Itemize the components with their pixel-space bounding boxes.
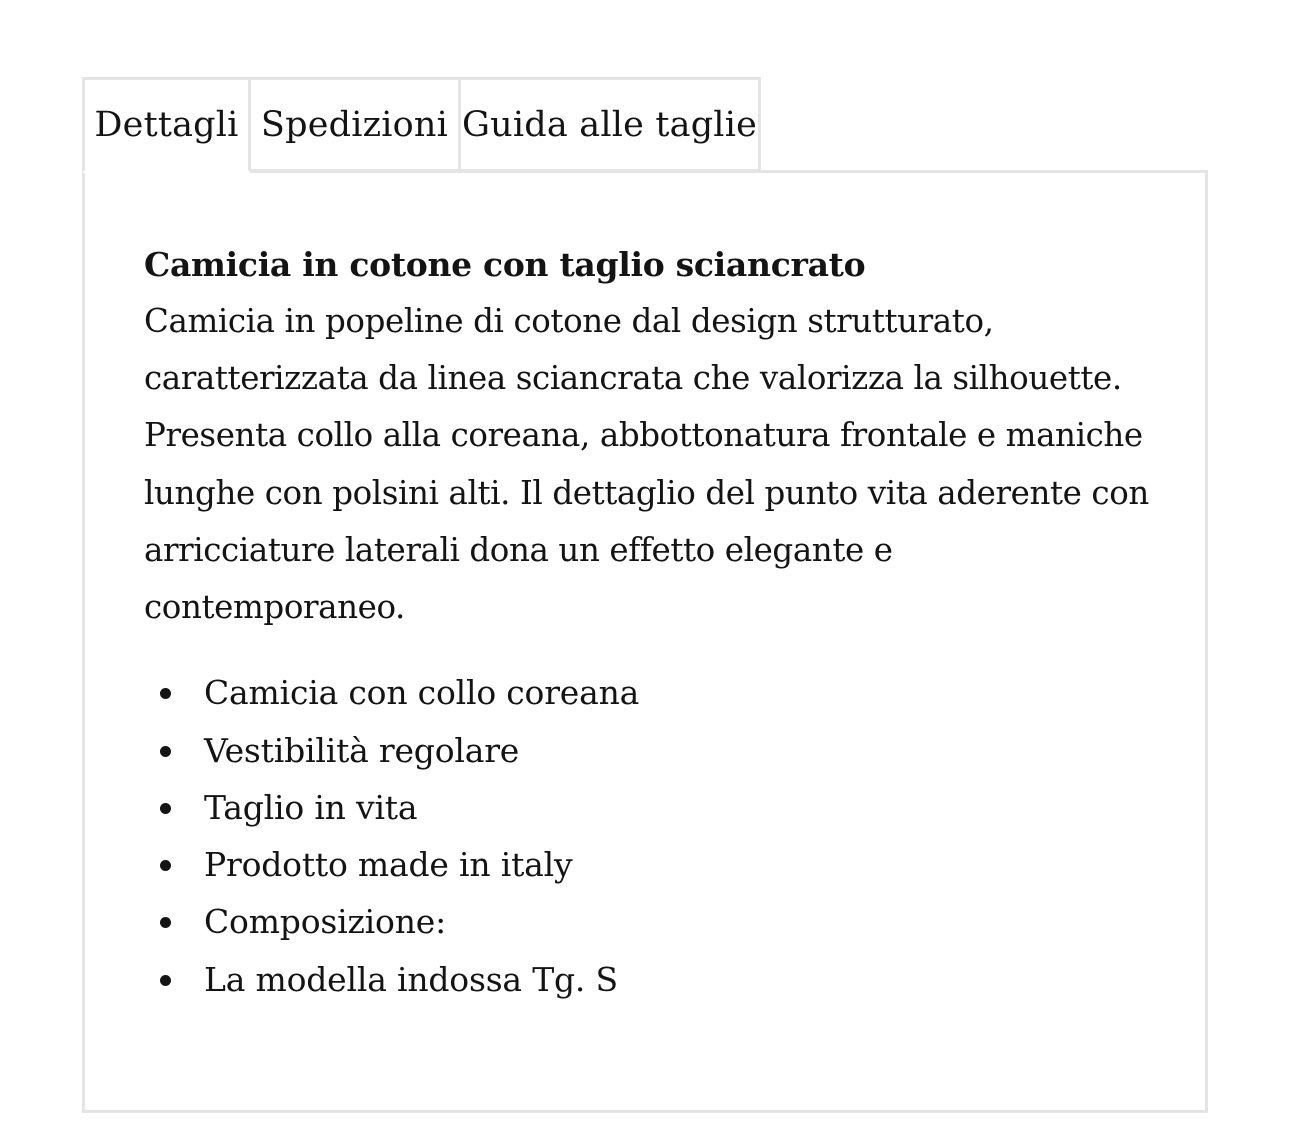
bullet-icon (160, 860, 171, 871)
feature-text: Prodotto made in italy (204, 845, 573, 885)
product-description: Camicia in popeline di cotone dal design strutturato, caratterizzata da linea sciancrata che valorizza la silhouette. Presenta collo alla coreana, abbottonatura frontale e maniche lunghe con polsini alti. Il dettaglio del punto vita aderente con arricciature laterali dona un effetto elegante e contemporaneo. (144, 302, 1149, 627)
tab-guida-alle-taglie[interactable]: Guida alle taglie (461, 77, 761, 172)
bullet-icon (160, 917, 171, 928)
tab-dettagli[interactable]: Dettagli (82, 77, 251, 173)
feature-text: Taglio in vita (204, 787, 418, 827)
feature-text: Camicia con collo coreana (204, 673, 640, 713)
list-item (144, 722, 1154, 779)
feature-list (144, 664, 1154, 1008)
product-info-tabs (82, 77, 1208, 1113)
tab-bar (82, 77, 761, 173)
product-title: Camicia in cotone con taglio sciancrato (144, 245, 866, 284)
feature-text: Composizione: (204, 902, 446, 942)
bullet-icon (160, 803, 171, 814)
tab-panel-dettagli (82, 170, 1208, 1113)
list-item (144, 951, 1154, 1008)
list-item (144, 664, 1154, 721)
feature-text: Vestibilità regolare (204, 730, 520, 770)
list-item (144, 893, 1154, 950)
bullet-icon (160, 975, 171, 986)
bullet-icon (160, 688, 171, 699)
list-item (144, 836, 1154, 893)
panel-content (144, 236, 1154, 1008)
bullet-icon (160, 746, 171, 757)
list-item (144, 779, 1154, 836)
tab-spedizioni[interactable]: Spedizioni (251, 77, 461, 172)
feature-text: La modella indossa Tg. S (204, 959, 618, 999)
